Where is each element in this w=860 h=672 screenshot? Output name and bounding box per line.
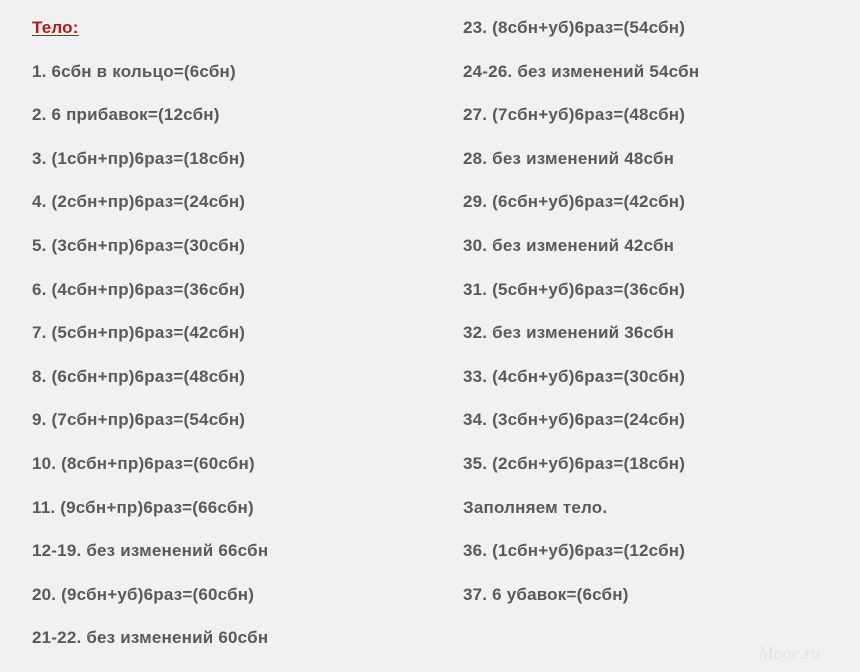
pattern-row: 10. (8сбн+пр)6раз=(60сбн) xyxy=(32,453,255,473)
pattern-row: 20. (9сбн+уб)6раз=(60сбн) xyxy=(32,584,255,604)
pattern-row: 3. (1сбн+пр)6раз=(18сбн) xyxy=(32,148,246,168)
pattern-row: 7. (5сбн+пр)6раз=(42сбн) xyxy=(32,323,246,343)
pattern-row: 29. (6сбн+уб)6раз=(42сбн) xyxy=(463,192,686,212)
pattern-row: 6. (4сбн+пр)6раз=(36сбн) xyxy=(32,279,246,299)
pattern-row: 12-19. без изменений 66сбн xyxy=(32,541,269,561)
left-column xyxy=(32,18,268,672)
watermark: Mooe.ru xyxy=(758,643,820,663)
pattern-row: 31. (5сбн+уб)6раз=(36сбн) xyxy=(463,279,686,299)
pattern-row: 2. 6 прибавок=(12сбн) xyxy=(32,105,220,125)
pattern-row: 23. (8сбн+уб)6раз=(54сбн) xyxy=(463,18,686,37)
pattern-row: 27. (7сбн+уб)6раз=(48сбн) xyxy=(463,105,686,125)
pattern-note: Заполняем тело. xyxy=(463,497,608,517)
pattern-row: 32. без изменений 36сбн xyxy=(463,323,675,343)
pattern-row: 24-26. без изменений 54сбн xyxy=(463,61,700,81)
section-heading: Тело: xyxy=(32,18,79,37)
pattern-row: 5. (3сбн+пр)6раз=(30сбн) xyxy=(32,235,246,255)
pattern-row: 35. (2сбн+уб)6раз=(18сбн) xyxy=(463,453,686,473)
pattern-row: 8. (6сбн+пр)6раз=(48сбн) xyxy=(32,366,246,386)
pattern-row: 21-22. без изменений 60сбн xyxy=(32,628,269,648)
pattern-row: 4. (2сбн+пр)6раз=(24сбн) xyxy=(32,192,246,212)
pattern-row: 9. (7сбн+пр)6раз=(54сбн) xyxy=(32,410,246,430)
pattern-row: 28. без изменений 48сбн xyxy=(463,148,675,168)
pattern-row: 33. (4сбн+уб)6раз=(30сбн) xyxy=(463,366,686,386)
pattern-row: 11. (9сбн+пр)6раз=(66сбн) xyxy=(32,497,254,517)
pattern-row: 37. 6 убавок=(6сбн) xyxy=(463,584,629,604)
pattern-row: 36. (1сбн+уб)6раз=(12сбн) xyxy=(463,541,686,561)
pattern-row: 34. (3сбн+уб)6раз=(24сбн) xyxy=(463,410,686,430)
pattern-row: 1. 6сбн в кольцо=(6сбн) xyxy=(32,61,236,81)
pattern-row: 30. без изменений 42сбн xyxy=(463,235,675,255)
right-column xyxy=(463,18,699,628)
